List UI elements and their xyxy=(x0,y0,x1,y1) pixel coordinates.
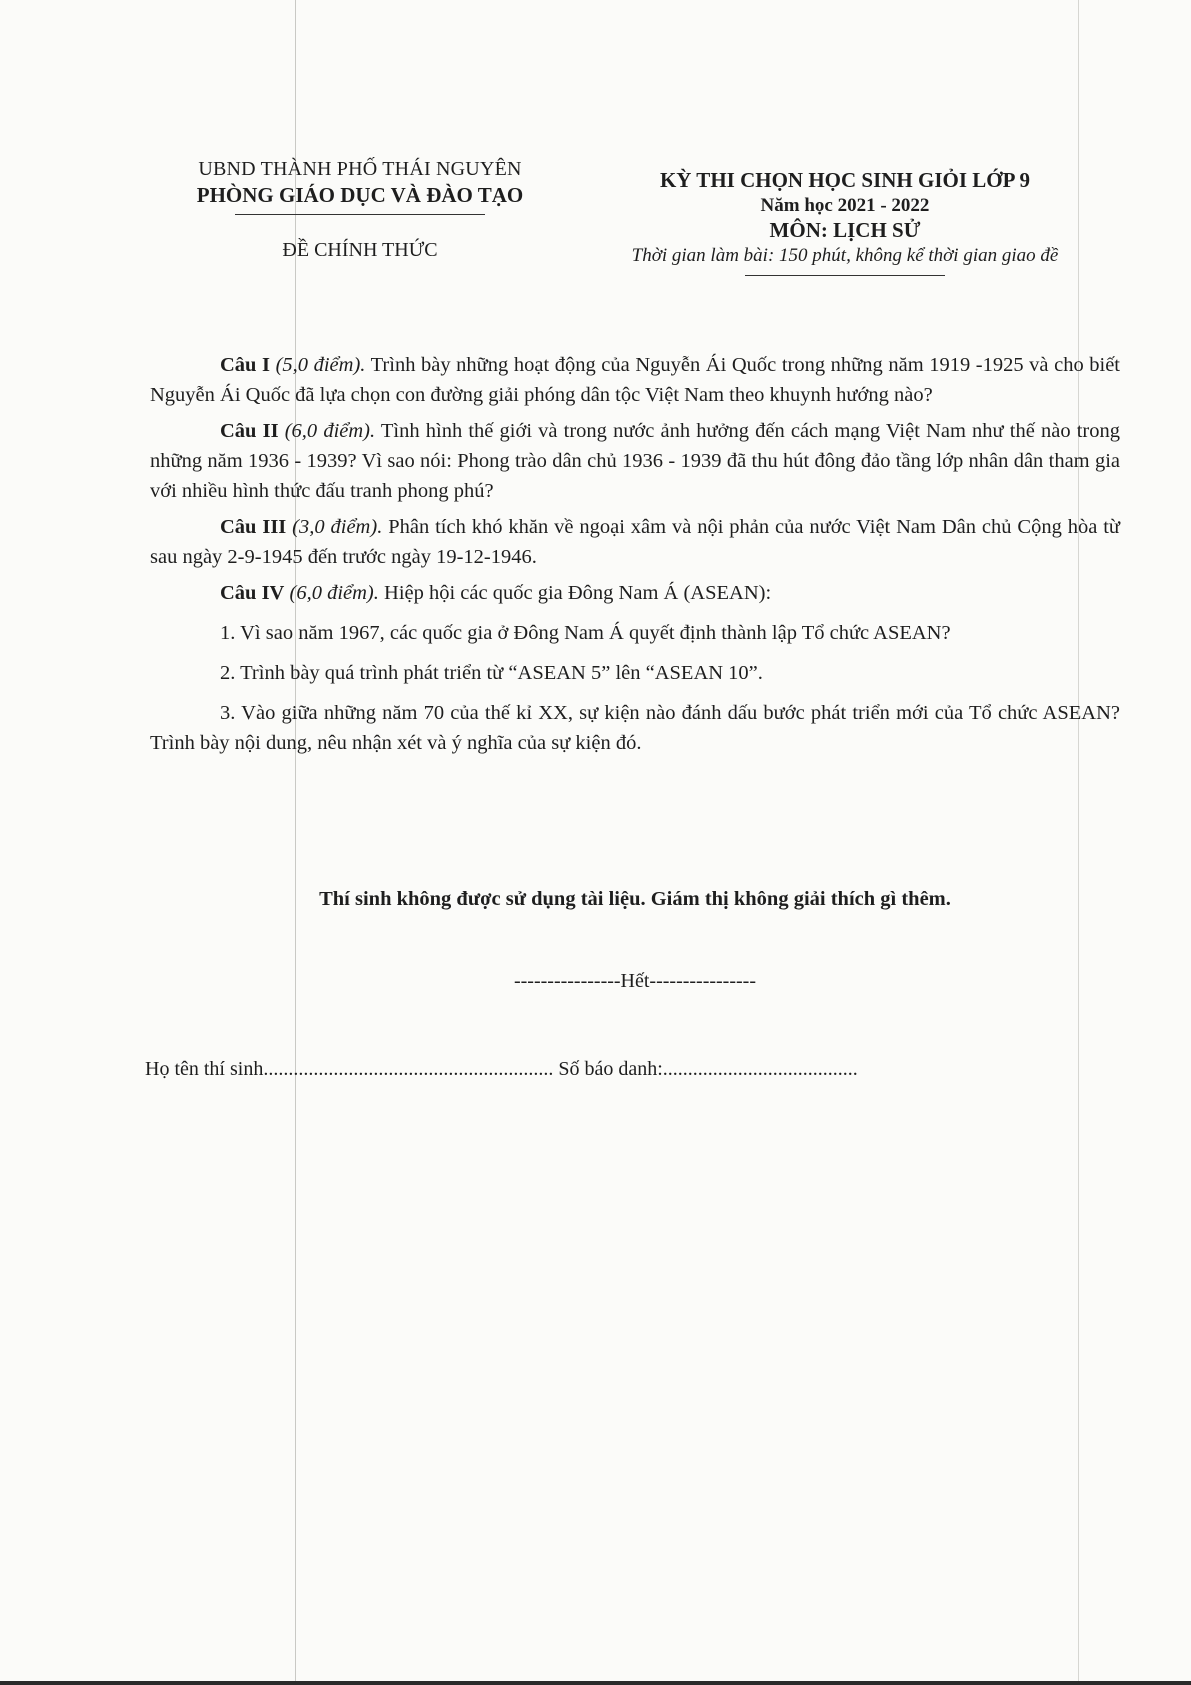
question-text: Tình hình thế giới và trong nước ảnh hưởng đến cách mạng Việt Nam như thế nào trong những năm 1936 - 1939? Vì sao nói: Phong trào dân chủ 1936 - 1939 đã thu hút đông đảo tầng lớp nhân dân tham gia với nhiều hình thức đấu tranh phong phú? xyxy=(150,420,1121,502)
subject: MÔN: LỊCH SỬ xyxy=(769,218,921,242)
department-name: PHÒNG GIÁO DỤC VÀ ĐÀO TẠO xyxy=(196,183,524,207)
question-4-part-2: 2. Trình bày quá trình phát triển từ “ASEAN 5” lên “ASEAN 10”. xyxy=(220,662,763,684)
school-year: Năm học 2021 - 2022 xyxy=(760,195,930,216)
question-text: Trình bày những hoạt động của Nguyễn Ái Quốc trong những năm 1919 -1925 và cho biết Nguyễn Ái Quốc đã lựa chọn con đường giải phóng dân tộc Việt Nam theo khuynh hướng nào? xyxy=(150,354,1120,406)
exam-notice: Thí sinh không được sử dụng tài liệu. Giám thị không giải thích gì thêm. xyxy=(319,888,951,910)
time-note: Thời gian làm bài: 150 phút, không kể thời gian giao đề xyxy=(631,245,1059,266)
question-points: (5,0 điểm). xyxy=(275,354,366,376)
question-label: Câu I xyxy=(220,354,271,376)
question-label: Câu II xyxy=(220,420,279,442)
question-2 xyxy=(150,416,1120,506)
question-4-part-3: 3. Vào giữa những năm 70 của thế kỉ XX, sự kiện nào đánh dấu bước phát triển mới của Tổ chức ASEAN? Trình bày nội dung, nêu nhận xét và ý nghĩa của sự kiện đó. xyxy=(150,702,1120,754)
candidate-id-blank: ....................................... xyxy=(662,1058,858,1080)
questions-section xyxy=(150,350,1120,764)
question-text: Phân tích khó khăn về ngoại xâm và nội phản của nước Việt Nam Dân chủ Cộng hòa từ sau ngày 2-9-1945 đến trước ngày 19-12-1946. xyxy=(150,516,1121,568)
question-text: Hiệp hội các quốc gia Đông Nam Á (ASEAN): xyxy=(384,582,772,604)
question-3 xyxy=(150,512,1120,572)
candidate-name-label: Họ tên thí sinh xyxy=(145,1058,264,1080)
question-points: (3,0 điểm). xyxy=(292,516,383,538)
question-label: Câu III xyxy=(220,516,287,538)
candidate-id-label: Số báo danh: xyxy=(558,1058,663,1080)
exam-title: KỲ THI CHỌN HỌC SINH GIỎI LỚP 9 xyxy=(659,168,1031,192)
exam-info-block xyxy=(575,168,1115,276)
question-points: (6,0 điểm). xyxy=(284,420,376,442)
candidate-info-line xyxy=(145,1058,1095,1081)
issuer-block xyxy=(160,158,560,262)
question-4 xyxy=(150,578,1120,608)
candidate-name-blank: .......................................................... xyxy=(263,1058,554,1080)
end-mark: ----------------Hết---------------- xyxy=(513,970,756,992)
header-underline xyxy=(745,275,945,276)
question-points: (6,0 điểm). xyxy=(289,582,379,604)
header-underline xyxy=(235,214,485,215)
question-4-part-1: 1. Vì sao năm 1967, các quốc gia ở Đông Nam Á quyết định thành lập Tổ chức ASEAN? xyxy=(220,622,951,644)
official-label: ĐỀ CHÍNH THỨC xyxy=(282,239,438,261)
question-label: Câu IV xyxy=(220,582,285,604)
scan-bottom-edge xyxy=(0,1681,1191,1685)
agency-name: UBND THÀNH PHỐ THÁI NGUYÊN xyxy=(198,158,522,180)
question-1 xyxy=(150,350,1120,410)
